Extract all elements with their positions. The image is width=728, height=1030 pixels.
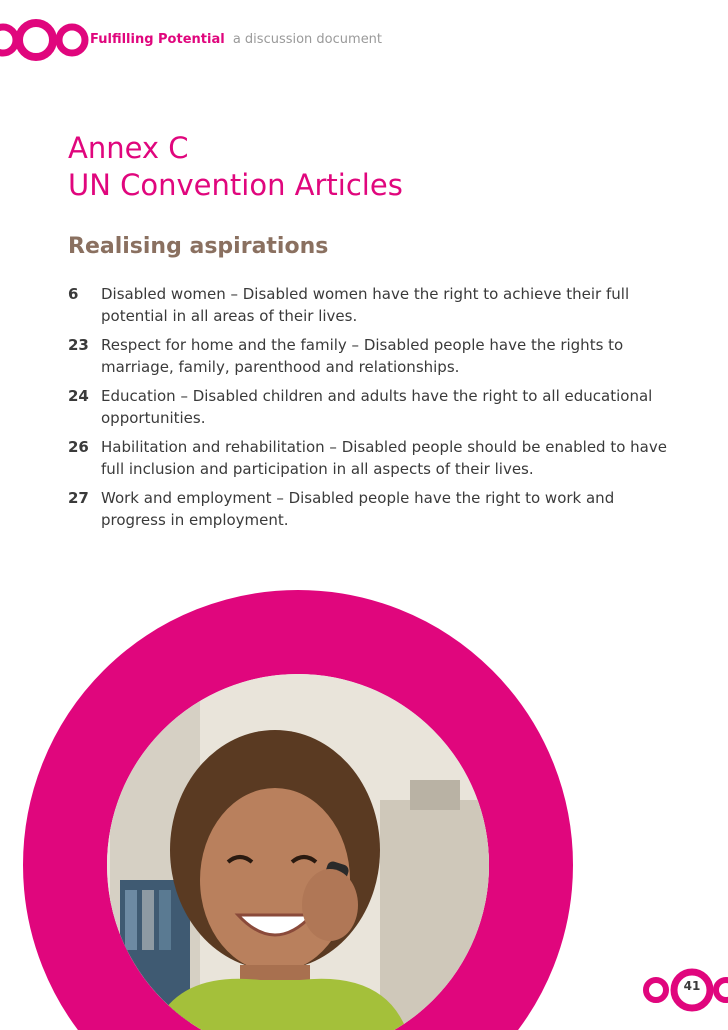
article-number: 27: [68, 489, 89, 507]
article-number: 26: [68, 438, 89, 456]
article-number: 6: [68, 285, 79, 303]
article-number: 24: [68, 387, 89, 405]
article-text: Education – Disabled children and adults have the right to all educational opportunities.: [101, 387, 653, 427]
section-heading: Realising aspirations: [68, 234, 329, 259]
article-text: Disabled women – Disabled women have the right to achieve their full potential in all areas of their lives.: [101, 285, 630, 325]
header-brand: Fulfilling Potential: [90, 32, 225, 47]
article-text: Respect for home and the family – Disabled people have the rights to marriage, family, parenthood and relationships.: [101, 336, 624, 376]
annex-subtitle: UN Convention Articles: [68, 168, 403, 202]
article-text: Habilitation and rehabilitation – Disabled people should be enabled to have full inclusion and participation in all aspects of their lives.: [101, 438, 667, 478]
header-subtitle: a discussion document: [232, 32, 383, 47]
article-text: Work and employment – Disabled people have the right to work and progress in employment.: [101, 489, 615, 529]
page-number: 41: [683, 979, 701, 993]
article-number: 23: [68, 336, 89, 354]
annex-label: Annex C: [68, 131, 189, 165]
